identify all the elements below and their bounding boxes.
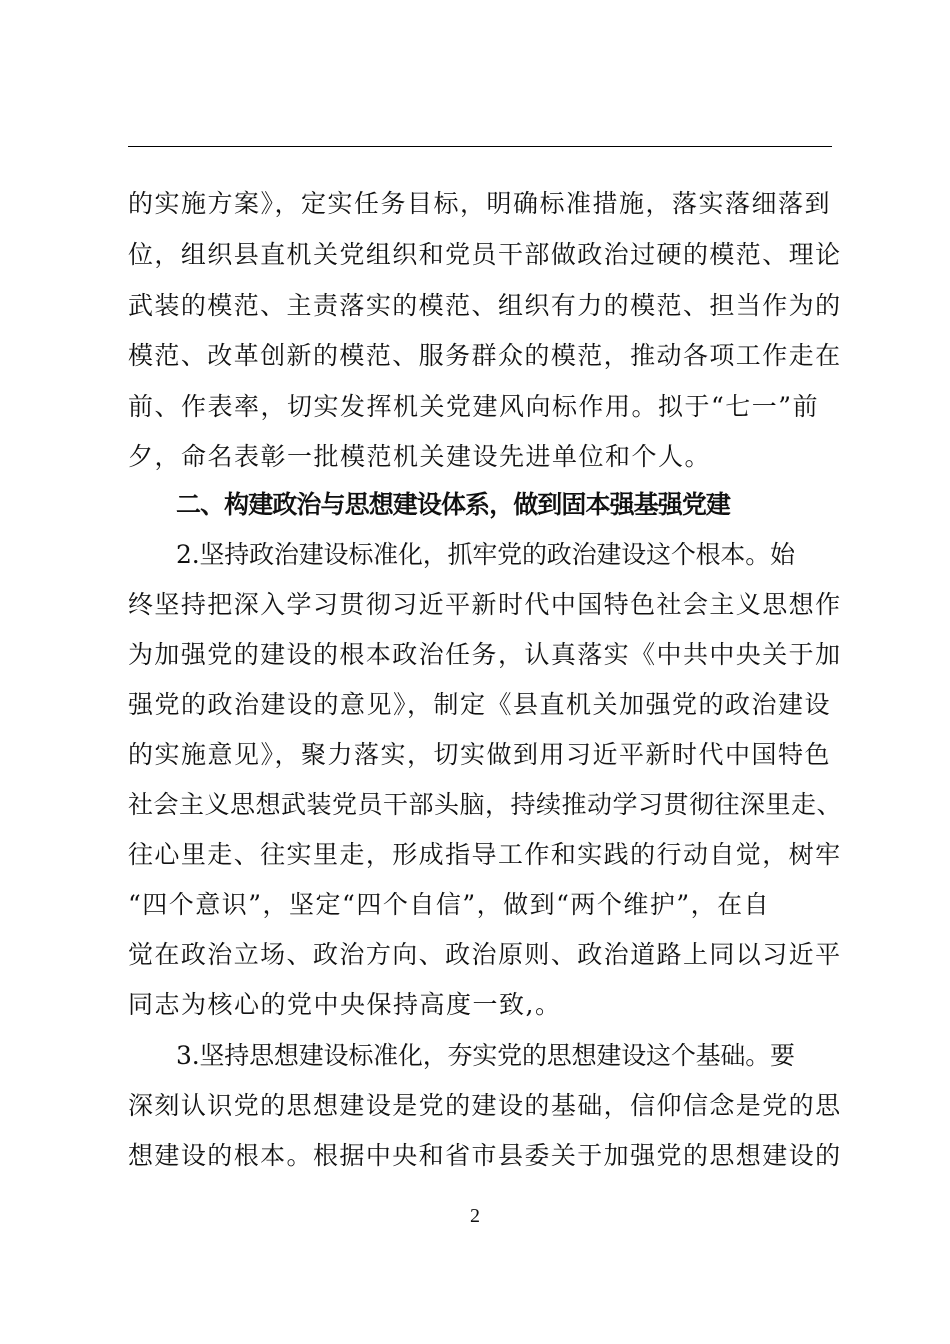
body-line: 位，组织县直机关党组织和党员干部做政治过硬的模范、理论 — [128, 240, 842, 269]
body-line: 夕，命名表彰一批模范机关建设先进单位和个人。 — [128, 442, 712, 471]
body-line: 武装的模范、主责落实的模范、组织有力的模范、担当作为的 — [128, 291, 842, 320]
body-line: 的实施意见》，聚力落实，切实做到用习近平新时代中国特色 — [128, 740, 832, 769]
body-line: 为加强党的建设的根本政治任务，认真落实《中共中央关于加 — [128, 640, 842, 669]
body-line: 强党的政治建设的意见》，制定《县直机关加强党的政治建设 — [128, 690, 832, 719]
body-line: 社会主义思想武装党员干部头脑，持续推动学习贯彻往深里走、 — [128, 790, 843, 819]
body-line: 想建设的根本。根据中央和省市县委关于加强党的思想建设的 — [128, 1141, 842, 1170]
paragraph-first-line: 3.坚持思想建设标准化，夯实党的思想建设这个基础。要 — [176, 1041, 795, 1070]
body-line: 终坚持把深入学习贯彻习近平新时代中国特色社会主义思想作 — [128, 590, 842, 619]
body-line: 前、作表率，切实发挥机关党建风向标作用。拟于“七一”前 — [128, 392, 820, 421]
page-number: 2 — [470, 1205, 480, 1227]
body-line: 觉在政治立场、政治方向、政治原则、政治道路上同以习近平 — [128, 940, 842, 969]
body-line: 模范、改革创新的模范、服务群众的模范，推动各项工作走在 — [128, 341, 842, 370]
body-line: 的实施方案》，定实任务目标，明确标准措施，落实落细落到 — [128, 189, 832, 218]
header-rule — [128, 146, 832, 147]
body-line: 同志为核心的党中央保持高度一致,。 — [128, 990, 562, 1019]
body-line: 往心里走、往实里走，形成指导工作和实践的行动自觉，树牢 — [128, 840, 842, 869]
body-line: “四个意识”，坚定“四个自信”，做到“两个维护”，在自 — [128, 890, 771, 919]
section-heading: 二、构建政治与思想建设体系，做到固本强基强党建 — [176, 490, 731, 519]
body-line: 深刻认识党的思想建设是党的建设的基础，信仰信念是党的思 — [128, 1091, 842, 1120]
paragraph-first-line: 2.坚持政治建设标准化，抓牢党的政治建设这个根本。始 — [176, 540, 795, 569]
